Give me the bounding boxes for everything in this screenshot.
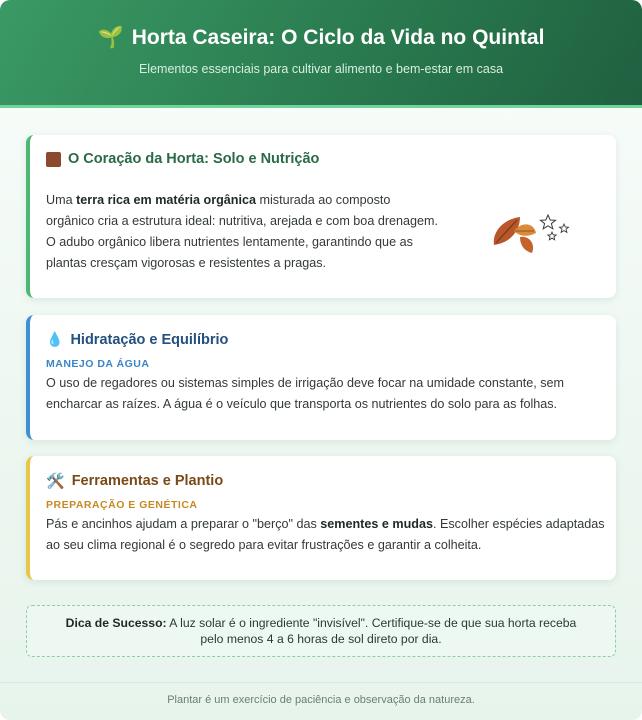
- card-title: O Coração da Horta: Solo e Nutrição: [68, 151, 320, 167]
- card-tools-planting: [26, 456, 616, 580]
- star-icon: [560, 224, 569, 232]
- footer: [0, 682, 642, 720]
- card-body: O uso de regadores ou sistemas simples de irrigação deve focar na umidade constante, sem encharcar as raízes. A água é o veículo que transporta os nutrientes do solo para as folhas.: [46, 376, 565, 411]
- card-body: [46, 190, 441, 274]
- tip-label: Dica de Sucesso:: [65, 616, 167, 630]
- card-hydration: [26, 315, 616, 440]
- card-subhead: MANEJO DA ÁGUA: [46, 358, 150, 370]
- card-body-text: Pás e ancinhos ajudam a preparar o "berço" das: [46, 517, 321, 531]
- card-title-row: [46, 151, 319, 167]
- page-subtitle: Elementos essenciais para cultivar alimento e bem-estar em casa: [138, 62, 504, 76]
- card-title: Ferramentas e Plantio: [71, 473, 224, 489]
- card-title-row: [46, 472, 223, 490]
- header: [0, 0, 642, 108]
- success-tip-box: [26, 605, 616, 657]
- leaf-icon: [520, 237, 533, 253]
- card-title: Hidratação e Equilíbrio: [70, 331, 229, 348]
- page-title: Horta Caseira: O Ciclo da Vida no Quintal: [131, 26, 545, 49]
- autumn-leaves-and-stars-icon: [486, 207, 576, 257]
- page-title-row: [0, 26, 642, 50]
- star-icon: [541, 215, 556, 229]
- footer-text: Plantar é um exercício de paciência e observação da natureza.: [167, 694, 475, 706]
- card-body: [46, 514, 606, 556]
- card-soil-nutrition: [26, 135, 616, 298]
- water-drop-icon: 💧: [46, 331, 64, 347]
- hammer-wrench-icon: 🛠️: [46, 473, 65, 490]
- tip-text: A luz solar é o ingrediente "invisível". Certifique-se de que sua horta receba pelo menos 4 a 6 horas de sol direto por dia.: [166, 616, 577, 646]
- card-subhead: PREPARAÇÃO E GENÉTICA: [46, 499, 198, 511]
- card-body-bold: terra rica em matéria orgânica: [76, 193, 256, 207]
- star-icon: [548, 232, 556, 240]
- sprout-icon: 🌱: [97, 26, 124, 49]
- card-body-bold: sementes e mudas: [320, 517, 433, 531]
- card-body-text: misturada ao composto orgânico cria a estrutura ideal: nutritiva, arejada e com boa drenagem. O adubo orgânico libera nutrientes lentamente, garantindo que as plantas cresçam vigorosas e resistentes a pragas.: [46, 193, 439, 270]
- soil-block-icon: [46, 152, 61, 167]
- card-body-text: . Escolher espécies adaptadas ao seu clima regional é o segredo para evitar frustrações e garantir a colheita.: [46, 517, 605, 552]
- card-title-row: [46, 331, 228, 348]
- card-body-text: Uma: [46, 193, 77, 207]
